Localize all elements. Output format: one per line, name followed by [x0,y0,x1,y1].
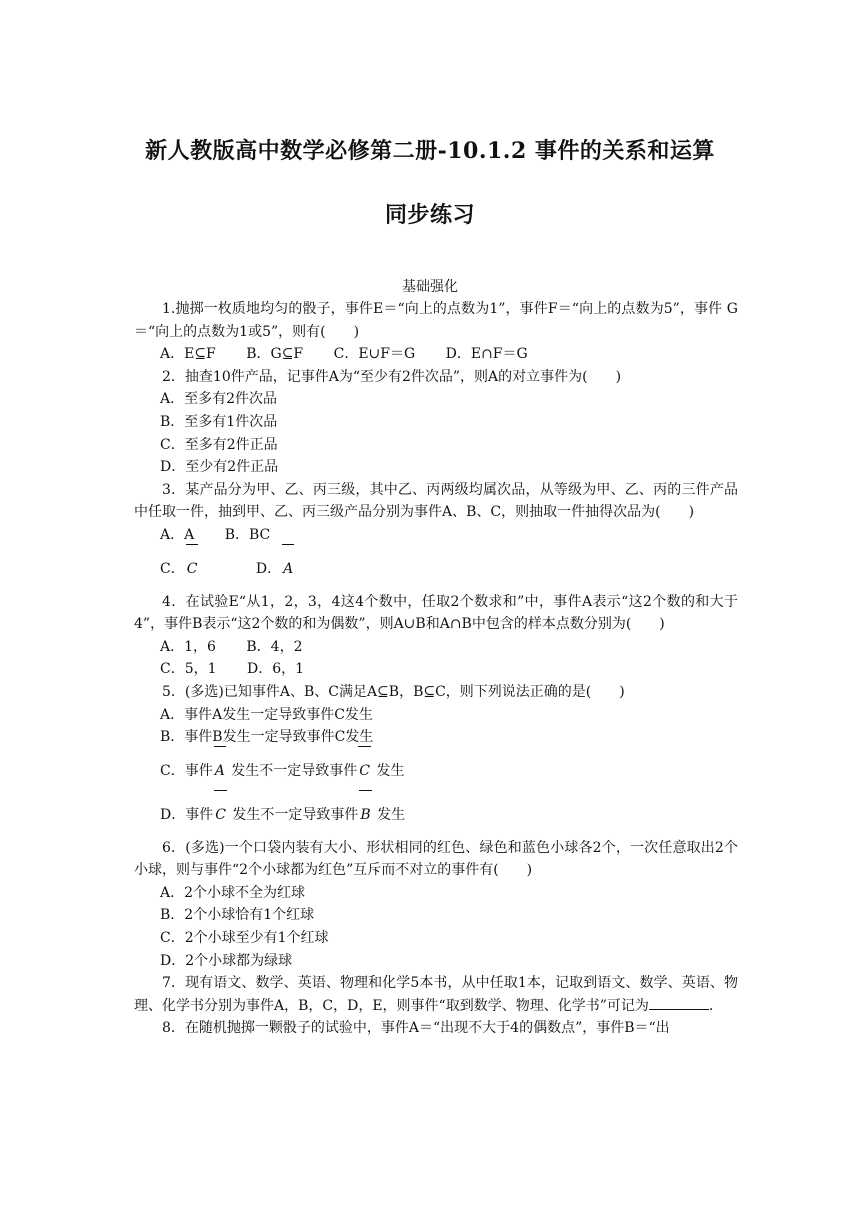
complement-c: C [357,749,372,793]
document-subtitle: 同步练习 [384,202,475,228]
question-7-text: 7．现有语文、数学、英语、物理和化学5本书，从中任取1本，记取到语文、数学、英语、物理、化学书分别为事件A，B，C，D，E，则事件“取到数学、物理、化学书”可记为 [134,975,738,1014]
option-c [134,749,738,793]
exercise-body [134,298,738,1040]
question-3-options-cd [134,547,738,591]
option-d: D．2个小球都为绿球 [160,952,293,969]
question-8: 8．在随机抛掷一颗骰子的试验中，事件A＝“出现不大于4的偶数点”，事件B＝“出 [162,1020,670,1037]
complement-b: B [358,793,372,837]
option-c-mid: 发生不一定导致事件 [231,762,358,779]
question-4: 4．在试验E“从1，2，3，4这4个数中，任取2个数求和”中，事件A表示“这2个数的和大于4”，事件B表示“这2个数的和为偶数”，则A∪B和A∩B中包含的样本点数分别为( ) [134,593,738,633]
option-c-suffix: 发生 [376,762,405,779]
question-5: 5．(多选)已知事件A、B、C满足A⊆B，B⊆C，则下列说法正确的是( ) [162,683,625,700]
question-3-options-ab [134,524,738,547]
option-b: B．G⊆F [246,346,304,363]
complement-c: C [213,793,228,837]
option-b: B．事件B发生一定导致事件C发生 [160,729,374,746]
option-a: A．至多有2件次品 [160,391,278,408]
option-d [134,793,738,837]
option-a: A．E⊆F [160,346,216,363]
option-b: B．至多有1件次品 [160,413,278,430]
option-d-suffix: 发生 [377,806,406,823]
option-c-prefix: C．事件 [160,762,213,779]
option-d-prefix: D．事件 [160,806,214,823]
option-c: C．5，1 [160,661,217,678]
complement-a: A [281,547,295,591]
option-b: B．2个小球恰有1个红球 [160,907,315,924]
option-a: A．事件A发生一定导致事件C发生 [160,706,373,723]
option-a: A．A [160,526,195,543]
question-4-options-cd [134,658,738,681]
answer-blank [649,995,709,1010]
option-d-label: D． [255,560,282,577]
question-1: 1.抛掷一枚质地均匀的骰子，事件E＝“向上的点数为1”，事件F＝“向上的点数为5”，事件 G＝“向上的点数为1或5”，则有( ) [134,301,738,340]
option-c: C．E∪F＝G [333,346,416,363]
option-d: D．E∩F＝G [445,346,528,363]
section-heading: 基础强化 [402,279,458,295]
option-c: C．至多有2件正品 [160,436,278,453]
document-title: 新人教版高中数学必修第二册-10.1.2 事件的关系和运算 [145,138,715,164]
option-d: D．至少有2件正品 [160,459,279,476]
option-d: D．6，1 [246,661,305,678]
question-4-options-ab [134,636,738,659]
option-b: B．BC [224,526,271,543]
option-d-mid: 发生不一定导致事件 [232,806,359,823]
complement-c: C [185,547,200,591]
question-6: 6．(多选)一个口袋内装有大小、形状相同的红色、绿色和蓝色小球各2个，一次任意取出2个小球，则与事件“2个小球都为红色”互斥而不对立的事件有( ) [134,839,738,879]
option-b: B．4，2 [246,638,303,655]
question-2: 2．抽查10件产品，记事件A为“至少有2件次品”，则A的对立事件为( ) [162,368,622,385]
option-c: C．2个小球至少有1个红球 [160,930,329,947]
option-c-label: C． [160,560,185,577]
option-a: A．2个小球不全为红球 [160,884,306,901]
question-7-end: . [708,997,714,1014]
question-1-options [134,343,738,366]
option-a: A．1，6 [160,638,216,655]
question-3: 3．某产品分为甲、乙、丙三级，其中乙、丙两级均属次品，从等级为甲、乙、丙的三件产品中任取一件，抽到甲、乙、丙三级产品分别为事件A、B、C，则抽取一件抽得次品为( ) [134,481,738,521]
complement-a: A [213,749,227,793]
question-7 [134,972,738,1017]
